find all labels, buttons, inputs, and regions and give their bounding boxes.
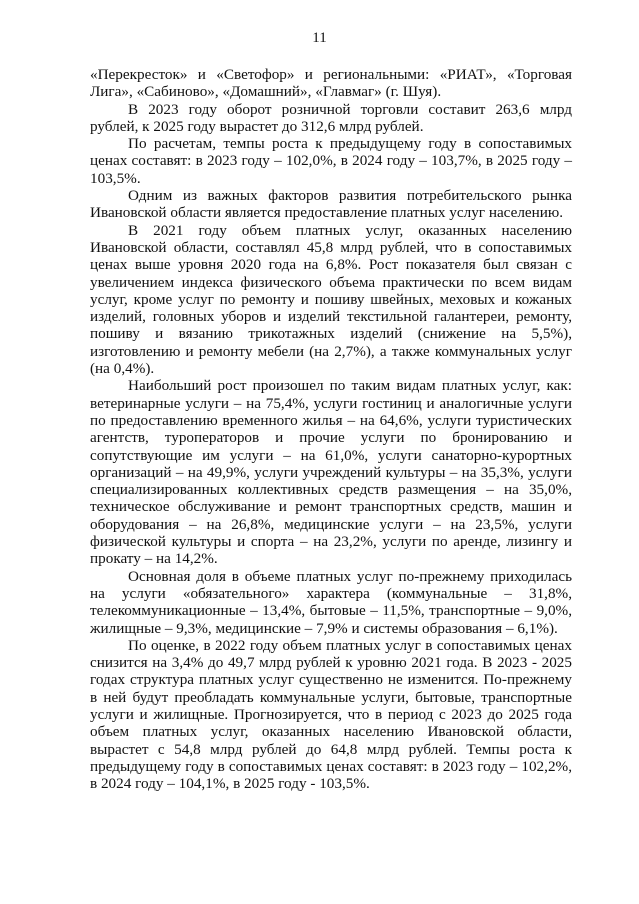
paragraph-retail-turnover: В 2023 году оборот розничной торговли составит 263,6 млрд рублей, к 2025 году вырастет до 312,6 млрд рублей. <box>90 100 572 135</box>
paragraph-paid-services-intro: Одним из важных факторов развития потребительского рынка Ивановской области является предоставление платных услуг населению. <box>90 187 572 222</box>
page-body <box>90 66 572 792</box>
paragraph-forecast: По оценке, в 2022 году объем платных услуг в сопоставимых ценах снизится на 3,4% до 49,7 млрд рублей к уровню 2021 года. В 2023 - 2025 годах структура платных услуг существенно не изменится. По-прежнему в ней будут преобладать коммунальные услуги, бытовые, транспортные услуги и жилищные. Прогнозируется, что в период с 2023 до 2025 года объем платных услуг, оказанных населению Ивановской области, вырастет с 54,8 млрд рублей до 64,8 млрд рублей. Темпы роста к предыдущему году в сопоставимых ценах составят: в 2023 году – 102,2%, в 2024 году – 104,1%, в 2025 году - 103,5%. <box>90 636 572 793</box>
paragraph-continuation: «Перекресток» и «Светофор» и региональными: «РИАТ», «Торговая Лига», «Сабиново», «Домашний», «Главмаг» (г. Шуя). <box>90 66 572 101</box>
page-number: 11 <box>312 30 327 46</box>
paragraph-growth-rates: По расчетам, темпы роста к предыдущему году в сопоставимых ценах составят: в 2023 году – 102,0%, в 2024 году – 103,7%, в 2025 году – 103,5%. <box>90 135 572 187</box>
paragraph-highest-growth: Наибольший рост произошел по таким видам платных услуг, как: ветеринарные услуги – на 75,4%, услуги гостиниц и аналогичные услуги по предоставлению временного жилья – на 64,6%, услуги туристических агентств, туроператоров и прочие услуги по бронированию и сопутствующие им услуги – на 61,0%, услуги санаторно-курортных организаций – на 49,9%, услуги учреждений культуры – на 35,3%, услуги специализированных коллективных средств размещения – на 35,0%, техническое обслуживание и ремонт транспортных средств, машин и оборудования – на 26,8%, медицинские услуги – на 23,5%, услуги физической культуры и спорта – на 23,2%, услуги по аренде, лизингу и прокату – на 14,2%. <box>90 377 572 568</box>
paragraph-main-share: Основная доля в объеме платных услуг по-прежнему приходилась на услуги «обязательного» характера (коммунальные – 31,8%, телекоммуникационные – 13,4%, бытовые – 11,5%, транспортные – 9,0%, жилищные – 9,3%, медицинские – 7,9% и системы образования – 6,1%). <box>90 567 572 637</box>
paragraph-paid-services-2021: В 2021 году объем платных услуг, оказанных населению Ивановской области, составлял 45,8 млрд рублей, что в сопоставимых ценах выше уровня 2020 года на 6,8%. Рост показателя был связан с увеличением индекса физического объема практически по всем видам услуг, кроме услуг по ремонту и пошиву швейных, меховых и кожаных изделий, головных уборов и изделий текстильной галантереи, ремонту, пошиву и вязанию трикотажных изделий (снижение на 5,5%), изготовлению и ремонту мебели (на 2,7%), а также коммунальных услуг (на 0,4%). <box>90 221 572 378</box>
